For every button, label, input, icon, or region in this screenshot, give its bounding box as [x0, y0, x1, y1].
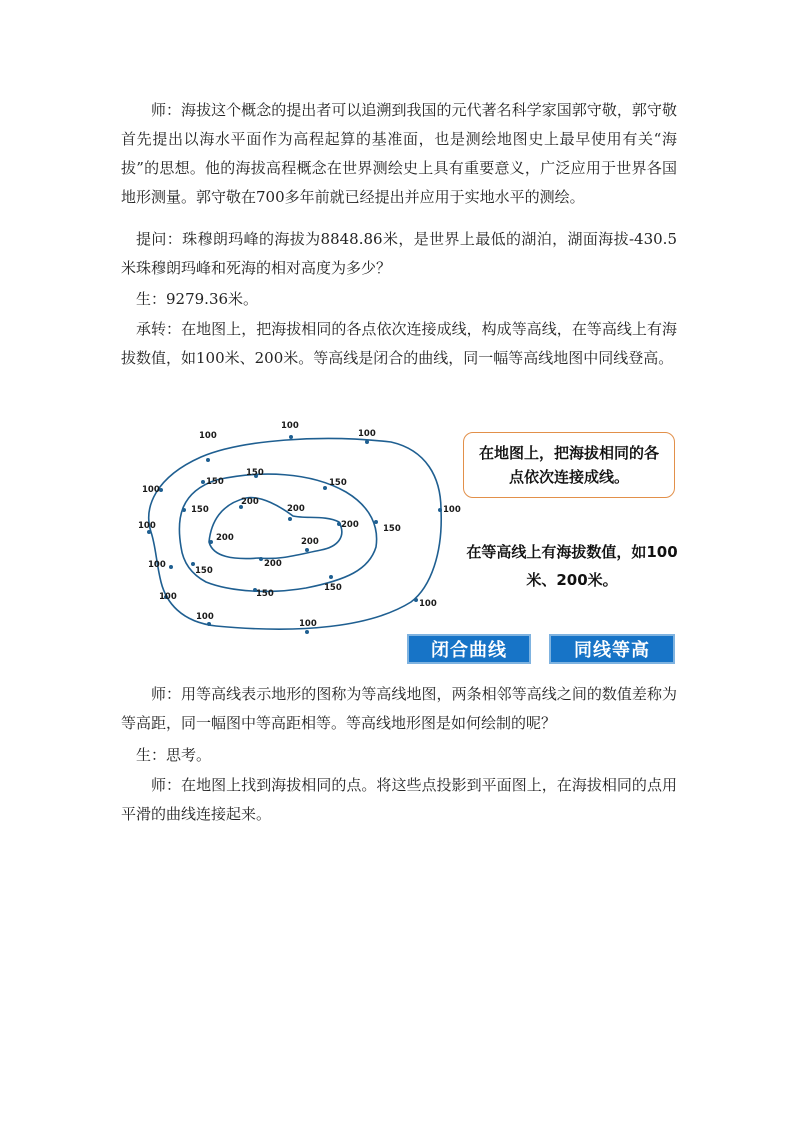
- label-150-upper-left: 150: [206, 477, 224, 487]
- label-100-upper-left: 100: [199, 431, 217, 441]
- question-paragraph: 提问：珠穆朗玛峰的海拔为8848.86米，是世界上最低的湖泊，湖面海拔-430.5米珠穆朗玛峰和死海的相对高度为多少？: [121, 230, 677, 277]
- label-150-upper-right: 150: [329, 478, 347, 488]
- label-100-bottom: 100: [299, 619, 317, 629]
- contour-map-figure: [121, 412, 681, 670]
- label-200-right: 200: [341, 520, 359, 530]
- label-200-top-left: 200: [241, 497, 259, 507]
- contour-definition-callout: 在地图上，把海拔相同的各点依次连接成线。: [463, 432, 675, 498]
- contour-map-diagram: [121, 412, 461, 670]
- label-100-left-2: 100: [138, 521, 156, 531]
- label-100-upper-right: 100: [358, 429, 376, 439]
- label-200-bottom: 200: [264, 559, 282, 569]
- label-150-bottom: 150: [256, 589, 274, 599]
- teacher-paragraph-method: 师：在地图上找到海拔相同的点。将这些点投影到平面图上，在海拔相同的点用平滑的曲线连接起来。: [121, 776, 677, 823]
- label-150-top: 150: [246, 468, 264, 478]
- closed-curve-tag: 闭合曲线: [407, 634, 531, 664]
- label-150-right: 150: [383, 524, 401, 534]
- student-answer-paragraph: 生：9279.36米。: [136, 290, 259, 308]
- contour-line-200: [209, 498, 342, 559]
- label-100-top: 100: [281, 421, 299, 431]
- label-150-lower-right: 150: [324, 583, 342, 593]
- label-100-left-4: 100: [159, 592, 177, 602]
- teacher-paragraph-definition: 师：用等高线表示地形的图称为等高线地图，两条相邻等高线之间的数值差称为等高距，同一幅图中等高距相等。等高线地形图是如何绘制的呢？: [121, 685, 677, 732]
- teacher-paragraph-history: 师：海拔这个概念的提出者可以追溯到我国的元代著名科学家国郭守敬，郭守敬首先提出以海水平面作为高程起算的基准面，也是测绘地图史上最早使用有关“海拔”的思想。他的海拔高程概念在世界测绘史上具有重要意义，广泛应用于世界各国地形测量。郭守敬在700多年前就已经提出并应用于实地水平的测绘。: [121, 101, 677, 206]
- label-200-top: 200: [287, 504, 305, 514]
- contour-value-callout: 在等高线上有海拔数值，如100米、200米。: [466, 543, 678, 589]
- label-100-left-1: 100: [142, 485, 160, 495]
- label-100-left-3: 100: [148, 560, 166, 570]
- transition-paragraph: 承转：在地图上，把海拔相同的各点依次连接成线，构成等高线，在等高线上有海拔数值，如100米、200米。等高线是闭合的曲线，同一幅等高线地图中同线登高。: [121, 320, 677, 367]
- label-100-right: 100: [443, 505, 461, 515]
- contour-points: [147, 435, 442, 634]
- label-200-left: 200: [216, 533, 234, 543]
- label-100-bottom-left: 100: [196, 612, 214, 622]
- label-200-lower-right: 200: [301, 537, 319, 547]
- label-150-lower-left: 150: [195, 566, 213, 576]
- label-100-bottom-right: 100: [419, 599, 437, 609]
- same-line-same-height-tag: 同线等高: [549, 634, 675, 664]
- student-think-paragraph: 生：思考。: [136, 746, 212, 764]
- label-150-left: 150: [191, 505, 209, 515]
